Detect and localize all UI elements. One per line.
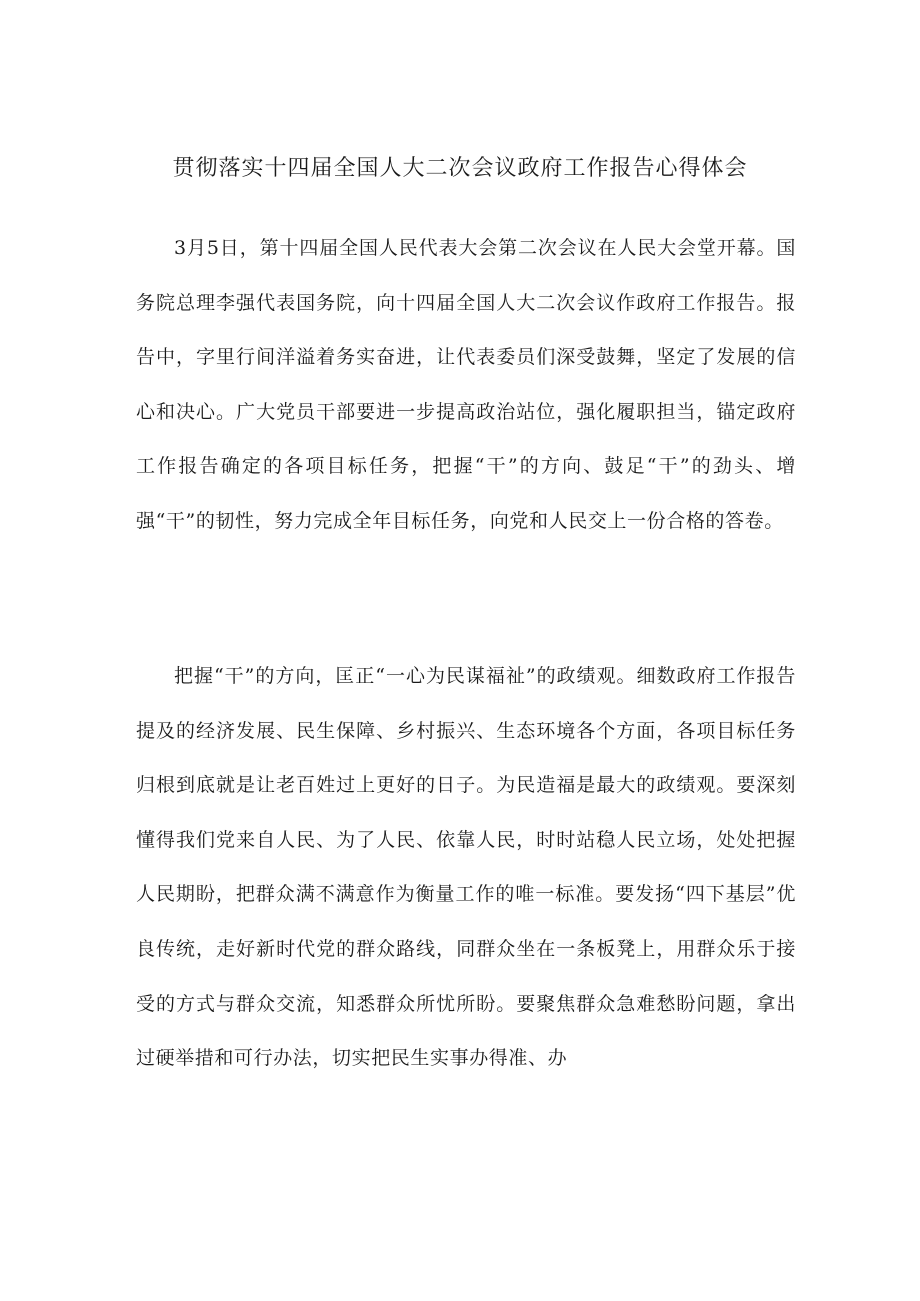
document-title: 贯彻落实十四届全国人大二次会议政府工作报告心得体会 xyxy=(172,156,748,181)
paragraph-2: 把握“干”的方向，匡正“一心为民谋福祉”的政绩观。细数政府工作报告提及的经济发展、民生保障、乡村振兴、生态环境各个方面，各项目标任务归根到底就是让老百姓过上更好的日子。为民造福是最大的政绩观。要深刻懂得我们党来自人民、为了人民、依靠人民，时时站稳人民立场，处处把握人民期盼，把群众满不满意作为衡量工作的唯一标准。要发扬“四下基层”优良传统，走好新时代党的群众路线，同群众坐在一条板凳上，用群众乐于接受的方式与群众交流，知悉群众所忧所盼。要聚焦群众急难愁盼问题，拿出过硬举措和可行办法，切实把民生实事办得准、办 xyxy=(136,665,796,1070)
paragraph-1: 3月5日，第十四届全国人民代表大会第二次会议在人民大会堂开幕。国务院总理李强代表国务院，向十四届全国人大二次会议作政府工作报告。报告中，字里行间洋溢着务实奋进，让代表委员们深受鼓舞，坚定了发展的信心和决心。广大党员干部要进一步提高政治站位，强化履职担当，锚定政府工作报告确定的各项目标任务，把握“干”的方向、鼓足“干”的劲头、增强“干”的韧性，努力完成全年目标任务，向党和人民交上一份合格的答卷。 xyxy=(136,237,796,532)
